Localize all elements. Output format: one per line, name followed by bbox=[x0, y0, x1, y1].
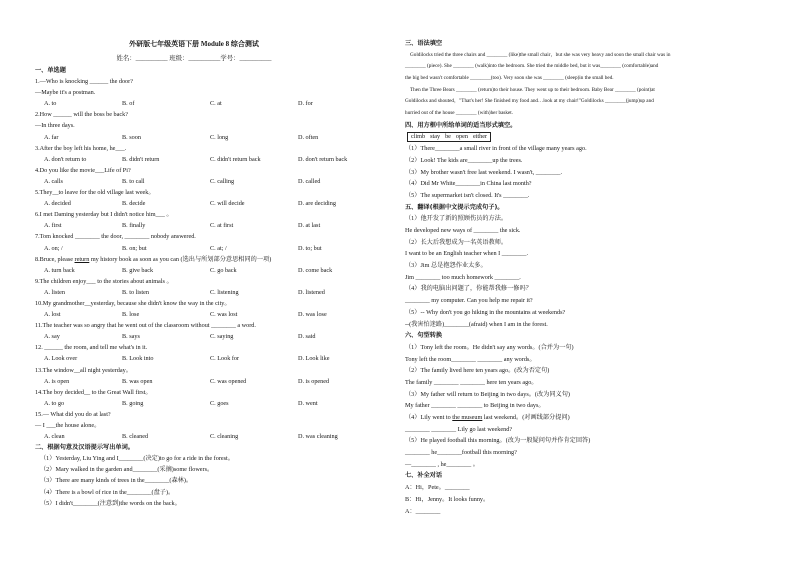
word-fill-item-3: （3）My brother wasn't free last weekend. I wasn't, ________. bbox=[405, 168, 563, 176]
transformation-item-1 bbox=[405, 342, 725, 365]
option-a: A. first bbox=[44, 222, 62, 230]
translation-prompt: （2）长大后我想成为一名英语教师。 bbox=[405, 238, 508, 246]
question-stem bbox=[35, 254, 335, 265]
option-c: C. at; / bbox=[210, 244, 227, 252]
option-d: D. was lose bbox=[298, 311, 327, 319]
option-c: C. cleaning bbox=[210, 433, 239, 441]
option-a: A. lost bbox=[44, 311, 61, 319]
section-heading-grammar-cloze: 三、语法填空 bbox=[405, 40, 443, 47]
option-a: A. calls bbox=[44, 177, 63, 185]
option-a: A. listen bbox=[44, 288, 65, 296]
option-c: C. at first bbox=[210, 222, 234, 230]
translation-item-3 bbox=[405, 260, 725, 283]
option-d: D. for bbox=[298, 100, 313, 108]
option-b: B. decide bbox=[122, 200, 146, 208]
options-row bbox=[35, 220, 335, 231]
option-c: C. saying bbox=[210, 333, 234, 341]
question-stem: 7.Tom knocked ________ the door, ________ nobody answered. bbox=[35, 233, 196, 241]
word-spelling-list bbox=[35, 453, 335, 508]
mcq-question-12 bbox=[35, 342, 335, 364]
translation-list bbox=[405, 213, 725, 330]
options-row bbox=[35, 154, 348, 165]
document-title: 外研版七年级英语下册 Module 8 综合测试 bbox=[129, 40, 259, 48]
options-row bbox=[35, 243, 335, 254]
options-row bbox=[35, 132, 335, 143]
option-d: D. Look like bbox=[298, 355, 330, 363]
dialogue-line-3: A：________ bbox=[405, 507, 441, 515]
options-row bbox=[35, 353, 335, 364]
mcq-question-5 bbox=[35, 187, 335, 209]
mcq-question-13 bbox=[35, 365, 335, 387]
translation-item-2 bbox=[405, 237, 725, 260]
option-d: D. often bbox=[298, 133, 319, 141]
translation-prompt: （1）他开发了新的照顾伤员的方法。 bbox=[405, 215, 508, 223]
option-c: C. listening bbox=[210, 288, 239, 296]
option-b: B. didn't return bbox=[122, 155, 160, 163]
dialogue-line-2: B：Hi，Jenny。It looks funny。 bbox=[405, 495, 490, 503]
right-column bbox=[405, 38, 725, 517]
transformation-item-3 bbox=[405, 389, 725, 412]
translation-prompt: （5）-- Why don't you go hiking in the mountains at weekends? bbox=[405, 308, 566, 316]
option-a: A. far bbox=[44, 133, 59, 141]
transformation-prompt bbox=[405, 412, 725, 424]
word-spelling-item-3: （3）There are many kinds of trees in the________(森林)。 bbox=[40, 477, 193, 485]
transformation-item-2 bbox=[405, 365, 725, 388]
transformation-prompt: （2）The family lived here ten years ago。(改为否定句) bbox=[405, 367, 550, 375]
section-heading-multiple-choice: 一、单选题 bbox=[35, 67, 66, 74]
word-fill-item-4: （4）Did Mr White________in China last month? bbox=[405, 180, 532, 188]
translation-item-4 bbox=[405, 283, 725, 306]
option-d: D. was cleaning bbox=[298, 433, 338, 441]
dialogue-line-1: A：Hi，Pete。________ bbox=[405, 484, 470, 492]
multiple-choice-list bbox=[35, 76, 348, 442]
option-c: C. was lost bbox=[210, 311, 238, 319]
option-d: D. called bbox=[298, 177, 321, 185]
question-stem: 3.After the boy left his home, he___. bbox=[35, 144, 127, 152]
option-b: B. lose bbox=[122, 311, 140, 319]
question-stem: 1.—Who is knocking ______ the door? bbox=[35, 78, 133, 86]
cloze-paragraph-1 bbox=[405, 50, 725, 85]
mcq-question-9 bbox=[35, 276, 335, 298]
option-d: D. to; but bbox=[298, 244, 322, 252]
options-row bbox=[35, 176, 335, 187]
section-heading-sentence-transformation: 六、句型转换 bbox=[405, 332, 443, 340]
question-dialogue-line: —In three days. bbox=[35, 122, 75, 130]
text-run: （4）Lily went to bbox=[405, 414, 453, 421]
translation-answer-line: ________ my computer. Can you help me repair it? bbox=[405, 297, 533, 305]
options-row bbox=[35, 265, 335, 276]
question-dialogue-line: — I ___the house alone。 bbox=[35, 422, 101, 429]
transformation-answer-line: The family ________ ________ here ten years ago。 bbox=[405, 378, 538, 386]
question-stem: 15.— What did you do at last? bbox=[35, 410, 111, 418]
translation-answer-line: I want to be an English teacher when I ________. bbox=[405, 250, 529, 258]
option-d: D. come back bbox=[298, 266, 333, 274]
translation-prompt: （4）我的电脑出问题了，你能帮我修一修吗？ bbox=[405, 285, 532, 293]
option-c: C. was opened bbox=[210, 377, 247, 385]
word-spelling-item-4: （4）There is a bowl of rice in the________(盘子)。 bbox=[40, 488, 175, 496]
option-d: D. at last bbox=[298, 222, 321, 230]
cloze-line: Goldilocks and shouted，"That's her! She finished my food and…look at my chair!"Goldilocks ________(jump)up and bbox=[405, 98, 654, 105]
option-b: B. Look into bbox=[122, 355, 154, 363]
word-box-word: be bbox=[445, 133, 451, 141]
option-d: D. don't return back bbox=[298, 155, 348, 163]
option-a: A. to go bbox=[44, 399, 65, 407]
question-stem: 12. ______ the room, and tell me what's in it. bbox=[35, 344, 148, 352]
word-spelling-item-1: （1）Yesterday, Liu Ying and I________(决定)to go for a ride in the forest。 bbox=[40, 455, 234, 463]
option-b: B. says bbox=[122, 333, 140, 341]
mcq-question-1 bbox=[35, 76, 335, 109]
option-c: C. go back bbox=[210, 266, 237, 274]
word-box bbox=[407, 132, 491, 142]
mcq-question-11 bbox=[35, 320, 335, 342]
option-d: D. said bbox=[298, 333, 316, 341]
transformation-answer-line: My father ________ ________ to Beijing in two days。 bbox=[405, 402, 545, 410]
mcq-question-7 bbox=[35, 231, 335, 253]
option-a: A. turn back bbox=[44, 266, 75, 274]
translation-answer-line: Jim ________ too much homework ________. bbox=[405, 273, 521, 281]
cloze-line: the big bed wasn't comfortable ________(too). Very soon she was ________ (sleep)in the small bed. bbox=[405, 75, 614, 82]
options-row bbox=[35, 98, 335, 109]
options-row bbox=[35, 431, 338, 442]
mcq-question-15 bbox=[35, 409, 338, 442]
transformation-prompt: （1）Tony left the room。He didn't say any words。(合并为一句) bbox=[405, 343, 574, 351]
mcq-question-10 bbox=[35, 298, 335, 320]
option-b: B. finally bbox=[122, 222, 146, 230]
text-run: my history book as soon as you can (选出与所划部分意思相同的一项) bbox=[89, 255, 272, 263]
mcq-question-14 bbox=[35, 387, 335, 409]
cloze-line: Goldilocks tried the three chairs and ________ (like)the small chair，but she was very heavy and soon the small chair was in bbox=[410, 51, 671, 58]
transformation-answer-line: ________ he________football this morning? bbox=[405, 449, 517, 457]
option-b: B. going bbox=[122, 399, 144, 407]
translation-item-1 bbox=[405, 213, 725, 236]
cloze-line: Then the Three Bears ________ (return)to their house. They went up to their bedroom. Baby Bear ________ (point)at bbox=[410, 86, 655, 93]
option-a: A. on; / bbox=[44, 244, 63, 252]
option-c: C. at bbox=[210, 100, 222, 108]
cloze-line: ________ (piece). She ________ (walk)into the bedroom. She tried the middle bed, but it was________ (comfortable)and bbox=[405, 63, 659, 70]
option-c: C. Look for bbox=[210, 355, 240, 363]
options-row bbox=[35, 331, 335, 342]
cloze-line: hurried out of the house ________ (with)her basket. bbox=[405, 110, 514, 117]
transformation-answer-line: ________ ________ Lily go last weekend? bbox=[405, 425, 513, 433]
options-row bbox=[35, 398, 335, 409]
question-stem: 6.I met Daming yesterday but I didn't notice him___ 。 bbox=[35, 211, 173, 219]
word-fill-item-1: （1）There________a small river in front of the village many years ago. bbox=[405, 145, 587, 153]
word-box-word: climb bbox=[411, 133, 426, 141]
option-b: B. soon bbox=[122, 133, 141, 141]
option-a: A. is open bbox=[44, 377, 70, 385]
option-a: A. Look over bbox=[44, 355, 78, 363]
question-stem: 9.The children enjoy___ to the stories about animals 。 bbox=[35, 277, 173, 285]
option-a: A. decided bbox=[44, 200, 71, 208]
translation-answer-line: He developed new ways of ________ the sick. bbox=[405, 227, 521, 234]
transformation-answer-line: —________ , he________ 。 bbox=[405, 460, 479, 468]
option-b: B. cleaned bbox=[122, 433, 149, 441]
translation-prompt: （3）Jim 总是抱怨作业太多。 bbox=[405, 262, 487, 270]
word-box-fill-list bbox=[405, 143, 725, 201]
word-box-word: open bbox=[455, 133, 468, 141]
option-c: C. will decide bbox=[210, 200, 245, 208]
word-fill-item-5: （5）The supermarket isn't closed. It's ________. bbox=[405, 191, 530, 199]
question-stem: 11.The teacher was so angry that he went out of the classroom without ________ a word. bbox=[35, 322, 256, 330]
transformation-prompt: （5）He played football this morning。(改为一般疑问句并作肯定回答) bbox=[405, 437, 591, 445]
section-heading-word-box-fill: 四、用方框中所给单词的适当形式填空。 bbox=[405, 121, 517, 129]
question-stem: 10.My grandmother__yesterday, because she didn't know the way in the city。 bbox=[35, 299, 231, 307]
question-stem: 5.They__to leave for the old village last week。 bbox=[35, 189, 155, 197]
cloze-paragraph-2 bbox=[405, 85, 725, 120]
option-a: A. don't return to bbox=[44, 155, 87, 163]
option-b: B. of bbox=[122, 100, 135, 108]
option-c: C. goes bbox=[210, 399, 229, 407]
option-a: A. to bbox=[44, 100, 57, 108]
option-a: A. say bbox=[44, 333, 60, 341]
word-spelling-item-2: （2）Mary walked in the garden and________(采摘)some flowers。 bbox=[40, 466, 214, 474]
word-box-row bbox=[405, 132, 725, 144]
text-run: last weekend。(对画线部分提问) bbox=[482, 414, 570, 421]
transformation-item-5 bbox=[405, 435, 725, 470]
option-b: B. was open bbox=[122, 377, 153, 385]
transformation-item-4 bbox=[405, 412, 725, 435]
option-c: C. long bbox=[210, 133, 229, 141]
option-b: B. to listen bbox=[122, 288, 149, 296]
section-heading-dialogue: 七、补全对话 bbox=[405, 472, 443, 480]
options-row bbox=[35, 198, 335, 209]
translation-answer-line: --(我害怕迷路)________(afraid) when I am in the forest. bbox=[405, 320, 548, 328]
student-info-line: 姓名：__________ 班级：__________学号：__________ bbox=[116, 55, 272, 62]
dialogue-list bbox=[405, 482, 725, 517]
option-c: C. didn't return back bbox=[210, 155, 261, 163]
question-dialogue-line: —Maybe it's a postman. bbox=[35, 89, 96, 97]
grammar-cloze-passage bbox=[405, 50, 725, 120]
section-heading-translation: 五、翻译(根据中文提示完成句子)。 bbox=[405, 203, 504, 211]
option-d: D. listened bbox=[298, 288, 325, 296]
question-stem: 14.The boy decided__ to the Great Wall first。 bbox=[35, 388, 152, 396]
options-row bbox=[35, 376, 335, 387]
option-d: D. are deciding bbox=[298, 200, 336, 208]
mcq-question-4 bbox=[35, 165, 335, 187]
underlined-text: return bbox=[74, 255, 90, 263]
transformation-prompt: （3）My father will return to Beijing in two days。(改为同义句) bbox=[405, 390, 570, 398]
transformation-answer-line: Tony left the room________ ________ any words。 bbox=[405, 355, 536, 363]
mcq-question-2 bbox=[35, 109, 335, 142]
mcq-question-8 bbox=[35, 254, 335, 276]
question-stem: 2.How ______ will the boss be back? bbox=[35, 111, 128, 119]
option-d: D. went bbox=[298, 399, 318, 407]
option-b: B. on; but bbox=[122, 244, 147, 252]
option-b: B. to call bbox=[122, 177, 145, 185]
option-a: A. clean bbox=[44, 433, 65, 441]
sentence-transformation-list bbox=[405, 342, 725, 471]
word-box-word: either bbox=[472, 133, 488, 141]
option-b: B. give back bbox=[122, 266, 154, 274]
word-fill-item-2: （2）Look! The kids are________up the trees. bbox=[405, 156, 523, 164]
options-row bbox=[35, 287, 335, 298]
text-run: 8.Bruce, please bbox=[35, 255, 75, 263]
left-column bbox=[35, 38, 348, 509]
option-c: C. calling bbox=[210, 177, 235, 185]
question-stem: 4.Do you like the movie___Life of Pi? bbox=[35, 166, 131, 174]
section-heading-word-spelling: 二、根据句意及汉语提示写出单词。 bbox=[35, 444, 134, 452]
mcq-question-6 bbox=[35, 209, 335, 231]
underlined-text: the museum bbox=[452, 414, 483, 421]
word-box-word: stay bbox=[430, 133, 441, 141]
mcq-question-3 bbox=[35, 143, 348, 165]
options-row bbox=[35, 309, 335, 320]
question-stem: 13.The window__all night yesterday。 bbox=[35, 366, 132, 374]
word-spelling-item-5: （5）I didn't________(注意到)the words on the back。 bbox=[40, 499, 181, 507]
translation-item-5 bbox=[405, 307, 725, 330]
option-d: D. is opened bbox=[298, 377, 330, 385]
